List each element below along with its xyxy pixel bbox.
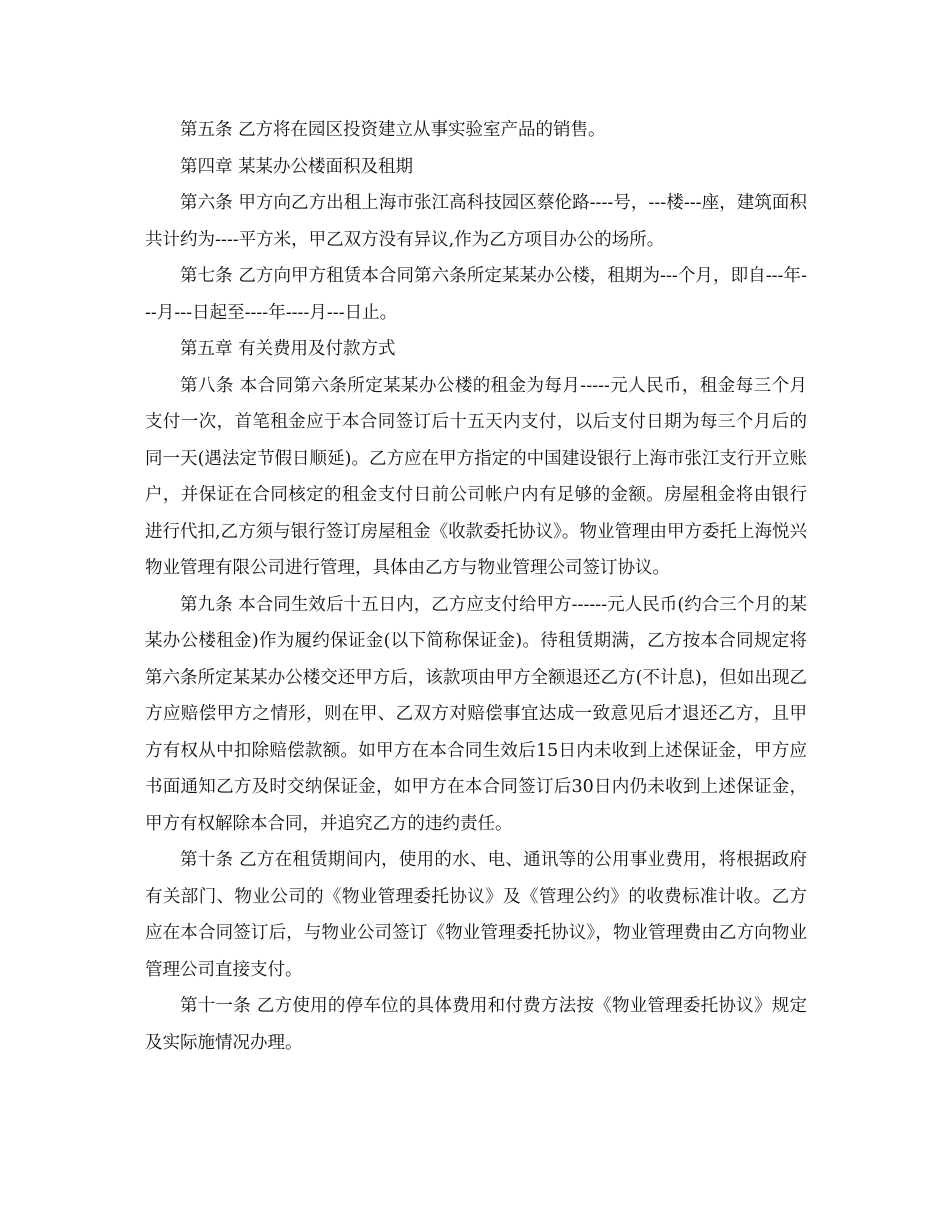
- article-11: 第十一条 乙方使用的停车位的具体费用和付费方法按《物业管理委托协议》规定及实际施情况办理。: [145, 996, 807, 1053]
- article-6: 第六条 甲方向乙方出租上海市张江高科技园区蔡伦路----号，---楼---座，建筑面积共计约为----平方米，甲乙双方没有异议,作为乙方项目办公的场所。: [145, 193, 807, 250]
- article-7: 第七条 乙方向甲方租赁本合同第六条所定某某办公楼，租期为---个月，即自---年---月---日起至----年----月---日止。: [145, 266, 807, 323]
- article-8: 第八条 本合同第六条所定某某办公楼的租金为每月-----元人民币，租金每三个月支付一次，首笔租金应于本合同签订后十五天内支付，以后支付日期为每三个月后的同一天(遇法定节假日顺延)。乙方应在甲方指定的中国建设银行上海市张江支行开立账户，并保证在合同核定的租金支付日前公司帐户内有足够的金额。房屋租金将由银行进行代扣,乙方须与银行签订房屋租金《收款委托协议》。物业管理由甲方委托上海悦兴物业管理有限公司进行管理，具体由乙方与物业管理公司签订协议。: [145, 375, 807, 578]
- article-10: 第十条 乙方在租赁期间内，使用的水、电、通讯等的公用事业费用，将根据政府有关部门、物业公司的《物业管理委托协议》及《管理公约》的收费标准计收。乙方应在本合同签订后，与物业公司签订《物业管理委托协议》，物业管理费由乙方向物业管理公司直接支付。: [145, 850, 807, 980]
- chapter-4-heading: 第四章 某某办公楼面积及租期: [180, 156, 414, 177]
- article-9: 第九条 本合同生效后十五日内，乙方应支付给甲方------元人民币(约合三个月的某某办公楼租金)作为履约保证金(以下简称保证金)。待租赁期满，乙方按本合同规定将第六条所定某某办公楼交还甲方后，该款项由甲方全额退还乙方(不计息)，但如出现乙方应赔偿甲方之情形，则在甲、乙双方对赔偿事宜达成一致意见后才退还乙方，且甲方有权从中扣除赔偿款额。如甲方在本合同生效后15日内未收到上述保证金，甲方应书面通知乙方及时交纳保证金，如甲方在本合同签订后30日内仍未收到上述保证金，甲方有权解除本合同，并追究乙方的违约责任。: [145, 594, 807, 834]
- chapter-5-heading: 第五章 有关费用及付款方式: [180, 339, 396, 359]
- document-body: [145, 112, 807, 1061]
- article-5: 第五条 乙方将在园区投资建立从事实验室产品的销售。: [180, 120, 606, 140]
